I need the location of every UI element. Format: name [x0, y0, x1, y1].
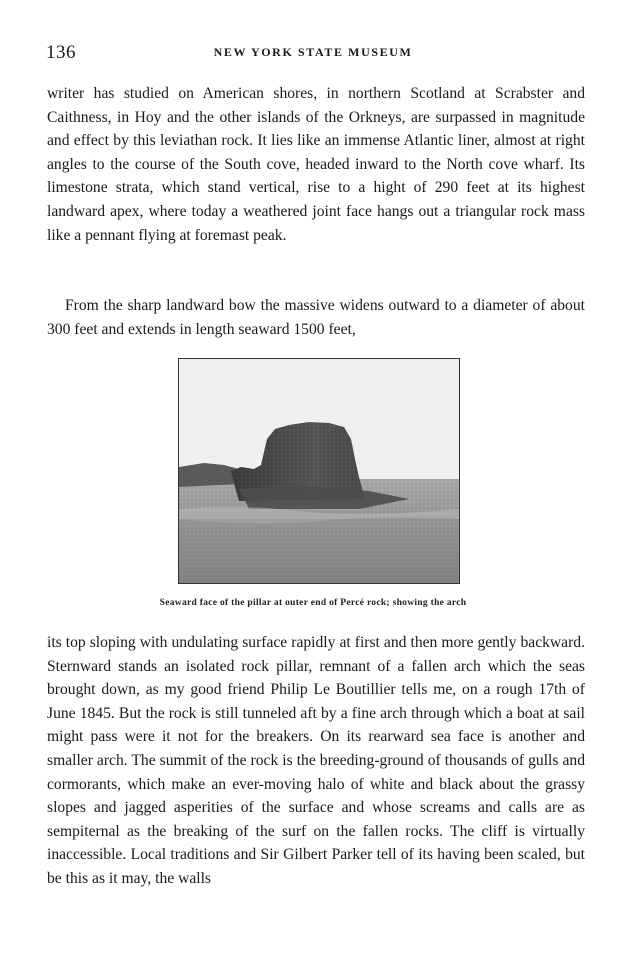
page-number: 136	[46, 42, 76, 63]
page-header	[46, 42, 580, 64]
running-head: NEW YORK STATE MUSEUM	[213, 45, 413, 59]
paragraph-2: From the sharp landward bow the massive widens outward to a diameter of about 300 feet and extends in length seaward 1500 feet,	[47, 297, 585, 338]
figure-caption: Seaward face of the pillar at outer end of Percé rock; showing the arch	[159, 598, 467, 608]
paragraph-3: its top sloping with undulating surface rapidly at first and then more gently backward. Sternward stands an isolated rock pillar, remnant of a fallen arch which the seas brought down, as my good friend Philip Le Boutillier tells me, on a rough 17th of June 1845. But the rock is still tunneled aft by a fine arch through which a boat at sail might pass were it not for the breakers. On its rearward sea face is another and smaller arch. The summit of the rock is the breeding-ground of thousands of gulls and cormorants, which make an ever-moving halo of white and black about the grassy slopes and jagged asperities of the surface and whose screams and calls are as sempiternal as the breaking of the surf on the fallen rocks. The cliff is virtually inaccessible. Local traditions and Sir Gilbert Parker tell of its having been scaled, but be this as it may, the walls	[47, 634, 585, 887]
paragraph-1: writer has studied on American shores, in northern Scotland at Scrabster and Caithness, in Hoy and the other islands of the Orkneys, are surpassed in magnitude and effect by this leviathan rock. It lies like an immense Atlantic liner, almost at right angles to the course of the South cove, headed inward to the North cove wharf. Its limestone strata, which stand vertical, rise to a hight of 290 feet at its highest landward apex, where today a weathered joint face hangs out a triangular rock mass like a pennant flying at foremast peak.	[47, 85, 585, 244]
rock-photograph-image	[179, 359, 459, 583]
rock-photograph	[178, 358, 460, 584]
